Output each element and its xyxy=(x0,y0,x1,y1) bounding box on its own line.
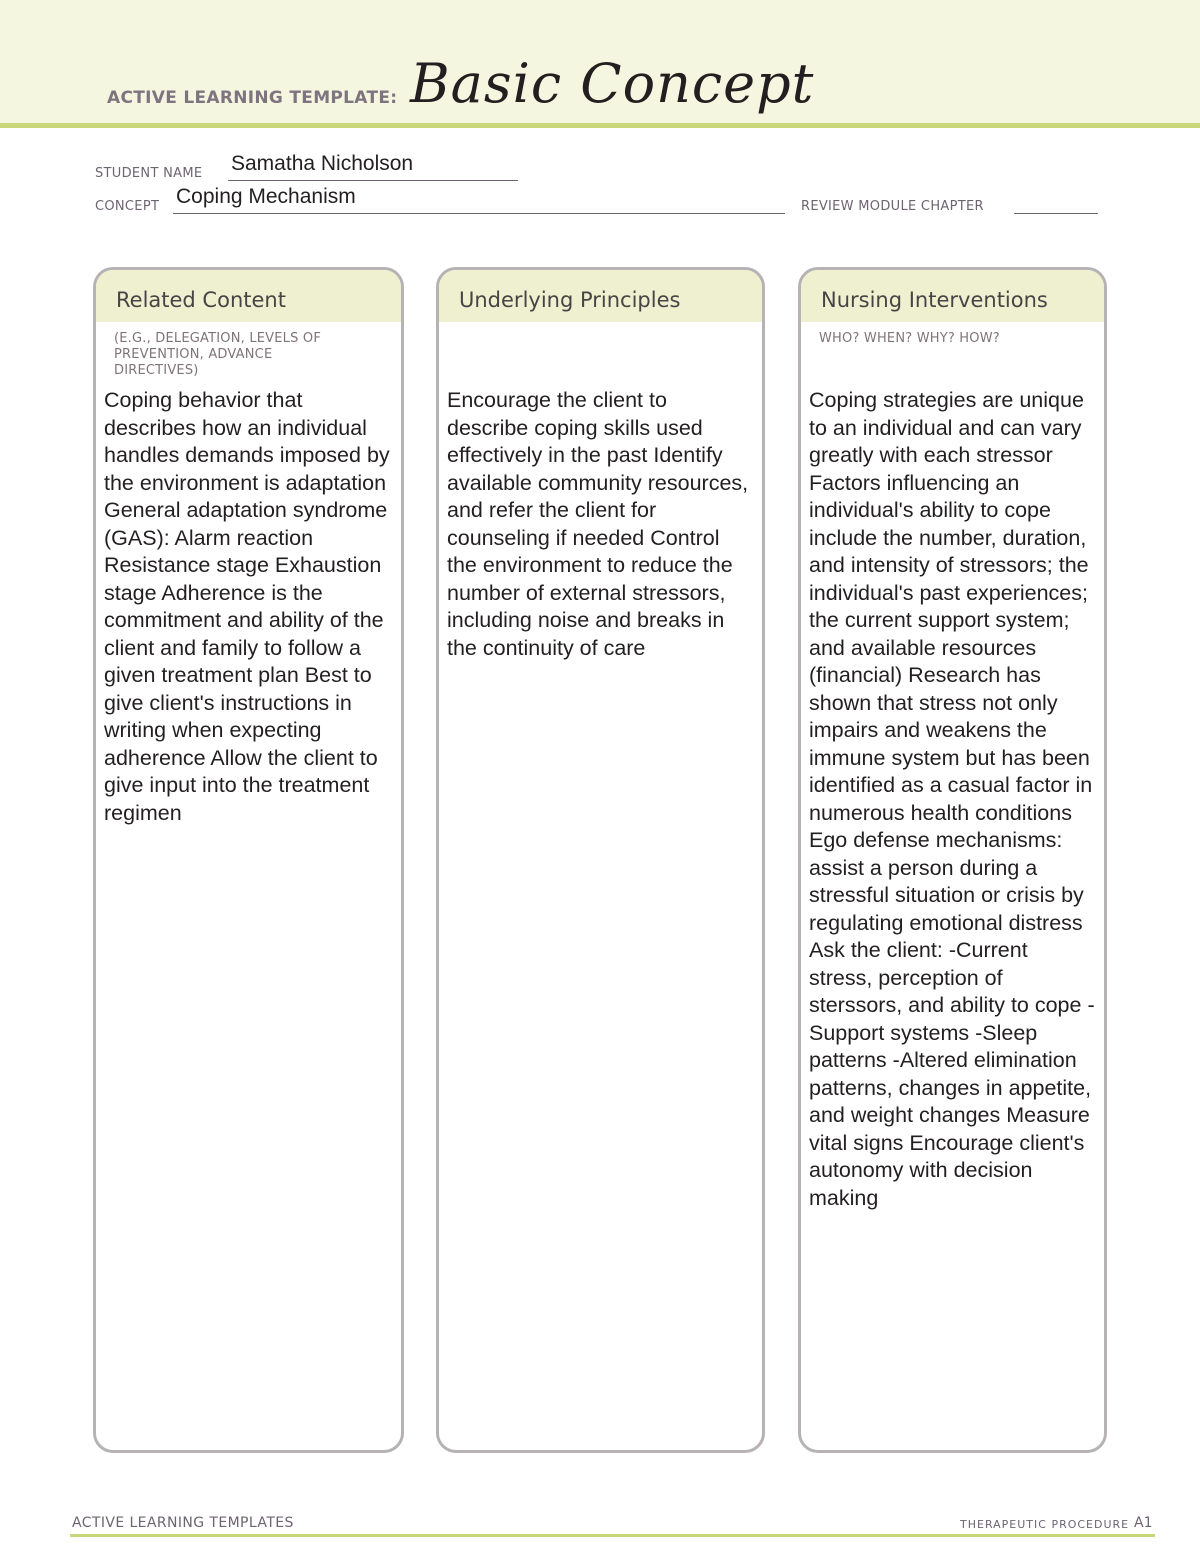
template-prefix: ACTIVE LEARNING TEMPLATE: xyxy=(107,88,398,108)
panel-title: Underlying Principles xyxy=(459,288,681,312)
underlying-principles-text[interactable]: Encourage the client to describe coping skills used effectively in the past Identify available community resources, and refer the client for counseling if needed Control the environment to reduce the number of external stressors, including noise and breaks in the continuity of care xyxy=(447,388,749,660)
underlying-principles-panel xyxy=(436,267,765,1453)
footer-page-code: A1 xyxy=(1134,1515,1153,1531)
header-divider xyxy=(0,123,1200,128)
footer-divider xyxy=(70,1534,1155,1537)
concept-label: CONCEPT xyxy=(95,199,160,214)
footer-series-label: ACTIVE LEARNING TEMPLATES xyxy=(72,1515,294,1531)
review-module-label: REVIEW MODULE CHAPTER xyxy=(801,199,984,214)
review-module-line xyxy=(1014,213,1098,214)
footer-category-label: THERAPEUTIC PROCEDURE xyxy=(960,1518,1130,1531)
panel-header xyxy=(801,270,1104,322)
nursing-interventions-panel xyxy=(798,267,1107,1453)
panel-header xyxy=(439,270,762,322)
template-title: Basic Concept xyxy=(410,52,815,115)
concept-line xyxy=(173,213,785,214)
concept-field[interactable]: Coping Mechanism xyxy=(176,185,356,208)
related-content-text[interactable]: Coping behavior that describes how an individual handles demands imposed by the environment is adaptation General adaptation syndrome (GAS): Alarm reaction Resistance stage Exhaustion stage Adherence is the commitment and ability of the client and family to follow a given treatment plan Best to give client's instructions in writing when expecting adherence Allow the client to give input into the treatment regimen xyxy=(104,388,390,825)
panel-subtitle: WHO? WHEN? WHY? HOW? xyxy=(819,331,1000,346)
student-name-line xyxy=(228,180,518,181)
panel-title: Nursing Interventions xyxy=(821,288,1048,312)
panel-title: Related Content xyxy=(116,288,286,312)
student-name-field[interactable]: Samatha Nicholson xyxy=(231,152,414,175)
nursing-interventions-text[interactable]: Coping strategies are unique to an individual and can vary greatly with each stressor Factors influencing an individual's ability to cope include the number, duration, and intensity of stressors; the individual's past experiences; the current support system; and available resources (financial) Research has shown that stress not only impairs and weakens the immune system but has been identified as a casual factor in numerous health conditions Ego defense mechanisms: assist a person during a stressful situation or crisis by regulating emotional distress Ask the client: -Current stress, perception of sterssors, and ability to cope -Support systems -Sleep patterns -Altered elimination patterns, changes in appetite, and weight changes Measure vital signs Encourage client's autonomy with decision making xyxy=(809,388,1095,1210)
panel-subtitle: (E.G., DELEGATION, LEVELS OF PREVENTION, ADVANCE DIRECTIVES) xyxy=(114,331,322,378)
panel-header xyxy=(96,270,401,322)
related-content-panel xyxy=(93,267,404,1453)
student-name-label: STUDENT NAME xyxy=(95,166,203,181)
